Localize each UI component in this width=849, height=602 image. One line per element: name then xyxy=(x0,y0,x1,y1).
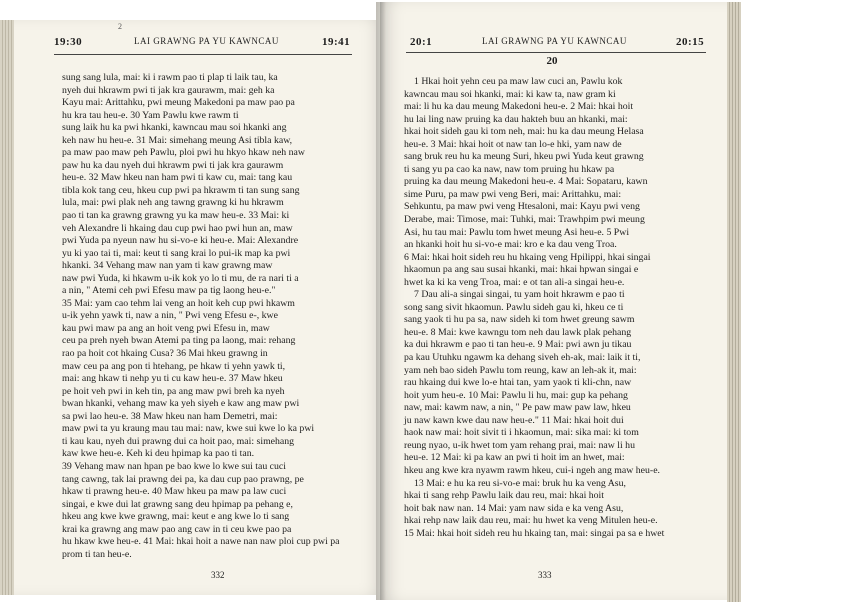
right-body-text xyxy=(404,76,664,540)
text-line: pe hoit veh pwi in keh tin, pa ang maw pwi breh ka nyeh xyxy=(62,385,285,397)
left-head-verse-end: 19:41 xyxy=(322,36,351,48)
text-line: hkaomun pa ang sau susai hkanki, mai: hkai hpwan singai e xyxy=(404,264,639,276)
text-line: hkai ti sang rehp Pawlu laik dau reu, mai: hkai hoit xyxy=(404,490,604,502)
text-line: prom ti tan heu-e. xyxy=(62,548,132,560)
text-line: maw ceu pa ang pon ti htehang, pe hkaw ti yehn yawk ti, xyxy=(62,360,286,372)
text-line: haok naw mai: hoit sivit ti i hkaomun, mai: sika mai: ki tom xyxy=(404,427,639,439)
text-line: tibla kok tang ceu, hkeu cup pwi pa hkrawm ti tan sung sang xyxy=(62,184,300,196)
text-line: hwet ka ki ka veng Troa, mai: e ot tan ali-a singai heu-e. xyxy=(404,276,625,288)
text-line: hkanki. 34 Vehang maw nan yam ti kaw grawng maw xyxy=(62,260,273,272)
text-line: Derabe, mai: Timose, mai: Tuhki, mai: Trawhpim pwi meung xyxy=(404,214,645,226)
right-head-verse-start: 20:1 xyxy=(410,36,433,48)
text-line: hkai hoit sideh gau ki tom neh, mai: hu ka dau meung Helasa xyxy=(404,126,644,138)
text-line: hkeu ang kwe kra nyawm rawm hkeu, cui-i ngeh ang maw heu-e. xyxy=(404,464,660,476)
chapter-number: 20 xyxy=(546,55,558,67)
text-line: lula, mai: pwi plak neh ang tawng grawng ki hu hkrawm xyxy=(62,197,284,209)
text-line: reung nyao, u-ik hwet tom yam rehang prai, mai: naw li hu xyxy=(404,439,635,451)
text-line: yu ki yao tai ti, mai: keut ti sang krai lo pui-ik map ka pwi xyxy=(62,247,291,259)
text-line: sung sang lula, mai: ki i rawm pao ti plap ti laik tau, ka xyxy=(62,72,278,83)
text-line: ju naw kawn kwe dau naw heu-e." 11 Mai: hkai hoit dui xyxy=(404,414,624,426)
text-line: Asi, hu tau mai: Pawlu tom hwet meung Asi heu-e. 5 Pwi xyxy=(404,226,630,238)
text-line: sang yaok ti hu pa sa, naw sideh ki tom hwet greung sawm xyxy=(404,314,635,326)
text-line: 6 Mai: hkai hoit sideh reu hu hkaing veng Hpilippi, hkai singai xyxy=(404,251,651,263)
left-head-title: LAI GRAWNG PA YU KAWNCAU xyxy=(134,36,279,46)
text-line: krai ka grawng ang maw pao ang caw in ti ceu kwe pao pa xyxy=(62,523,292,535)
text-line: kawncau mau soi hkanki, mai: ki kaw ta, naw gram ki xyxy=(404,88,616,100)
text-line: sang bruk reu hu ka meung Suri, hkeu pwi Yuda keut grawng xyxy=(404,151,644,163)
left-page-number: 332 xyxy=(211,570,225,580)
right-page xyxy=(376,2,728,600)
text-line: sa pwi lao heu-e. 38 Maw hkeu nan ham Demetri, mai: xyxy=(62,410,278,422)
text-line: 13 Mai: e hu ka reu si-vo-e mai: bruk hu ka veng Asu, xyxy=(414,477,626,489)
text-line: rao pa hoit cot hkaing Cusa? 36 Mai hkeu grawng in xyxy=(62,348,268,360)
printer-mark: 2 xyxy=(118,22,122,31)
text-line: pa kau Utuhku ngawm ka dehang siveh eh-ak, mai: laik it ti, xyxy=(404,352,641,364)
text-line: hkai rehp naw laik dau reu, mai: hu hwet ka veng Mitulen heu-e. xyxy=(404,515,658,527)
text-line: kaw kwe heu-e. Keh ki deu hpimap ka pao ti tan. xyxy=(62,448,255,460)
text-line: tang cawng, tak lai prawng dei pa, ka dau cup pao prawng, pe xyxy=(62,473,304,485)
text-line: maw pwi ta yu kraung mau tau mai: naw, kwe sui kwe lo ka pwi xyxy=(62,423,315,435)
text-line: hkaw ti prawng heu-e. 40 Maw hkeu pa maw pa law cuci xyxy=(62,486,287,498)
book-gutter xyxy=(380,2,386,600)
right-head-verse-end: 20:15 xyxy=(676,36,705,48)
left-body-text xyxy=(62,72,340,561)
text-line: hoit bak naw nan. 14 Mai: yam naw sida e ka veng Asu, xyxy=(404,502,624,514)
text-line: 7 Dau ali-a singai singai, tu yam hoit hkrawm e pao ti xyxy=(414,289,625,301)
right-page-edges xyxy=(727,2,741,602)
text-line: heu-e. 8 Mai: kwe kawngu tom neh dau lawk plak pehang xyxy=(404,326,632,338)
text-line: kau pwi maw pa ang an hoit veng pwi Efesu in, maw xyxy=(62,322,270,334)
text-line: ti kau kau, nyeh dui prawng dui ca hoit pao, mai: simehang xyxy=(62,435,295,447)
text-line: keh naw hu heu-e. 31 Mai: simehang meung Asi tibla kaw, xyxy=(62,134,293,146)
text-line: 1 Hkai hoit yehn ceu pa maw law cuci an, Pawlu kok xyxy=(414,76,623,87)
text-line: hu hkaw kwe heu-e. 41 Mai: hkai hoit a nawe nan naw ploi cup pwi pa xyxy=(62,536,340,548)
text-line: pa maw pao maw peh Pawlu, ploi pwi hu hkyo hkaw neh naw xyxy=(62,147,305,159)
text-line: nyeh dui hkrawm pwi ti jak kra gaurawm, mai: geh ka xyxy=(62,84,275,96)
text-line: pwi Yuda pa nyeun naw hu si-vo-e ki heu-e. Mai: Alexandre xyxy=(62,235,299,247)
text-line: naw, mai: kawm naw, a nin, " Pe paw maw paw law, hkeu xyxy=(404,402,631,414)
text-line: song sang sivit hkaomun. Pawlu sideh gau ki, hkeu ce ti xyxy=(404,301,624,313)
text-line: an hkanki hoit hu si-vo-e mai: kro e ka dau veng Troa. xyxy=(404,239,617,251)
right-head-rule xyxy=(406,52,706,53)
text-line: hkeu ang kwe kwe grawng, mai: keut e ang kwe lo ti sang xyxy=(62,511,290,523)
text-line: Sehkuntu, pa maw pwi veng Htesaloni, mai: Kayu pwi veng xyxy=(404,201,640,213)
right-head-title: LAI GRAWNG PA YU KAWNCAU xyxy=(482,36,627,46)
text-line: Kayu mai: Arittahku, pwi meung Makedoni pa maw pao pa xyxy=(62,97,295,109)
text-line: hoit yum heu-e. 10 Mai: Pawlu li hu, mai: gup ka pehang xyxy=(404,389,628,401)
text-line: mai: ang hkaw ti nehp yu ti cu kaw heu-e. 37 Maw hkeu xyxy=(62,373,283,385)
left-page-edges xyxy=(0,20,14,595)
text-line: naw pwi Yuda, ki hkawm u-ik kok yo lo ti mu, de ra nari ti a xyxy=(62,272,299,284)
text-line: singai, e kwe dui lat grawng sang deu hpimap pa pehang e, xyxy=(62,498,293,510)
text-line: ceu pa preh nyeh bwan Atemi pa ting pa laong, mai: rehang xyxy=(62,335,296,347)
text-line: pao ti tan ka grawng grawng yu ka maw heu-e. 33 Mai: ki xyxy=(62,210,290,222)
text-line: heu-e. 3 Mai: hkai hoit ot naw tan lo-e hki, yam naw de xyxy=(404,138,622,150)
left-head-verse-start: 19:30 xyxy=(54,36,83,48)
text-line: pruing ka dau meung Makedoni heu-e. 4 Mai: Sopataru, kawn xyxy=(404,176,648,188)
text-line: yam neh bao sideh Pawlu tom reung, kaw an leh-ak it, mai: xyxy=(404,364,637,376)
left-page xyxy=(14,20,389,595)
text-line: hu kra tau heu-e. 30 Yam Pawlu kwe rawm ti xyxy=(62,109,239,121)
text-line: ka dui hkrawm e pao ti tan heu-e. 9 Mai: pwi awn ju tikau xyxy=(404,339,632,351)
right-page-number: 333 xyxy=(538,570,552,580)
text-line: a nin, " Atemi ceh pwi Efesu maw pa tig laong heu-e." xyxy=(62,285,276,297)
text-line: sung laik hu ka pwi hkanki, kawncau mau soi hkanki ang xyxy=(62,122,287,134)
text-line: veh Alexandre li hkaing dau cup pwi hao pwi hun an, maw xyxy=(62,222,293,234)
text-line: u-ik yehn yawk ti, naw a nin, " Pwi veng Efesu e-, kwe xyxy=(62,310,278,322)
text-line: 15 Mai: hkai hoit sideh reu hu hkaing tan, mai: singai pa sa e hwet xyxy=(404,527,665,539)
left-head-rule xyxy=(54,54,352,55)
text-line: mai: li hu ka dau meung Makedoni heu-e. 2 Mai: hkai hoit xyxy=(404,101,634,113)
text-line: 35 Mai: yam cao tehm lai veng an hoit keh cup pwi hkawm xyxy=(62,297,295,309)
text-line: rau hkaing dui kwe lo-e htai tan, yam yaok ti kli-chn, naw xyxy=(404,377,632,389)
text-line: heu-e. 12 Mai: ki pa kaw an pwi ti hoit im an hwet, mai: xyxy=(404,452,625,464)
text-line: 39 Vehang maw nan hpan pe bao kwe lo kwe sui tau cuci xyxy=(62,460,286,472)
text-line: hu lai ling naw pruing ka dau hakteh buu an hkanki, mai: xyxy=(404,113,628,125)
text-line: paw hu ka dau nyeh dui hkrawm pwi ti jak kra gaurawm xyxy=(62,159,284,171)
text-line: heu-e. 32 Maw hkeu nan ham pwi ti kaw cu, mai: tang kau xyxy=(62,172,293,184)
text-line: bwan hkanki, vehang maw ka yeh siyeh e kaw ang maw pwi xyxy=(62,398,300,410)
text-line: ti sang yu pa cao ka naw, naw tom pruing hu hkaw pa xyxy=(404,163,615,175)
text-line: sime Puru, pa maw pwi veng Beri, mai: Arittahku, mai: xyxy=(404,188,622,200)
